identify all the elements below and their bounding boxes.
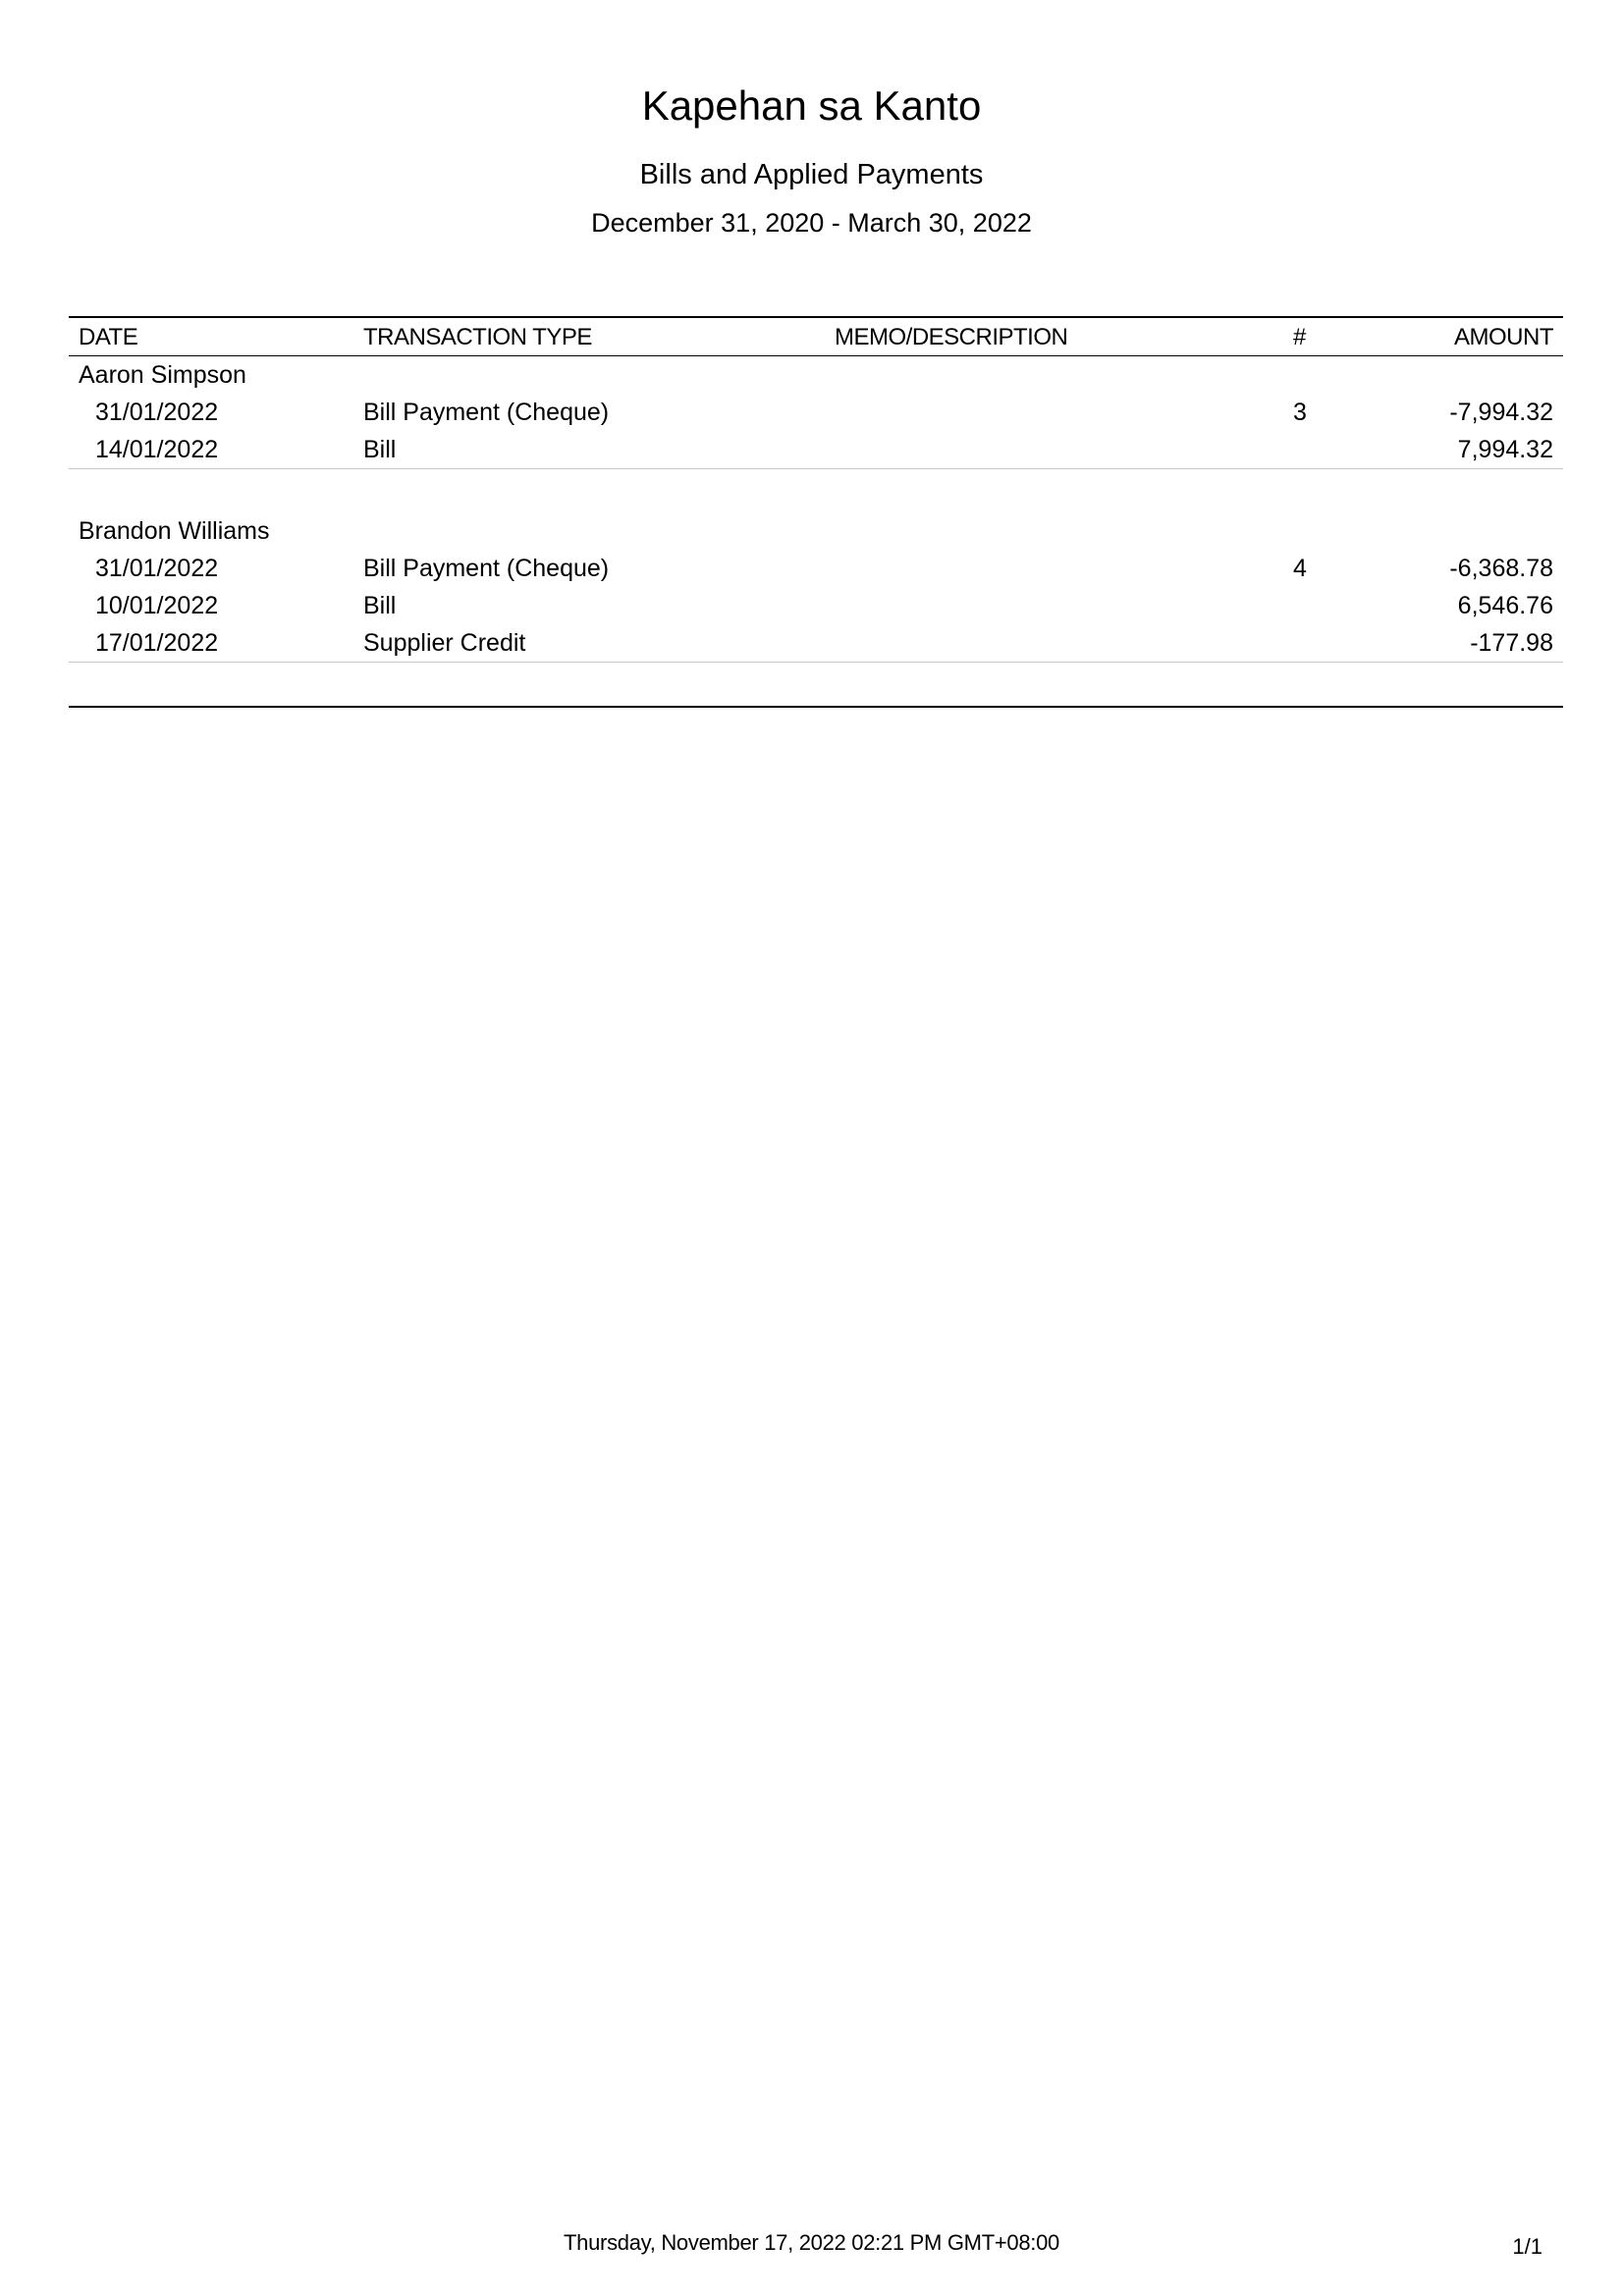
- report-title: Bills and Applied Payments: [639, 159, 984, 190]
- supplier-name-row: [69, 356, 1563, 394]
- column-header-number: #: [1293, 324, 1306, 350]
- row-transaction-type: Bill Payment (Cheque): [363, 555, 610, 582]
- row-date: 17/01/2022: [95, 629, 219, 657]
- supplier-name: Aaron Simpson: [79, 361, 246, 389]
- row-amount: -177.98: [1470, 629, 1553, 657]
- column-header-date: DATE: [79, 324, 138, 350]
- row-transaction-type: Supplier Credit: [363, 629, 526, 657]
- report-date-range: December 31, 2020 - March 30, 2022: [591, 208, 1032, 238]
- report-timestamp: Thursday, November 17, 2022 02:21 PM GMT+08:00: [564, 2230, 1059, 2255]
- row-transaction-type: Bill: [363, 436, 397, 463]
- row-amount: 7,994.32: [1457, 436, 1553, 463]
- row-date: 31/01/2022: [95, 399, 219, 426]
- supplier-group: [69, 356, 1563, 469]
- supplier-name: Brandon Williams: [79, 517, 270, 545]
- report-header: [0, 80, 1623, 240]
- table-header: [69, 316, 1563, 356]
- row-transaction-type: Bill Payment (Cheque): [363, 399, 610, 426]
- report-table: [69, 316, 1563, 708]
- row-transaction-type: Bill: [363, 592, 397, 619]
- table-row: [69, 550, 1563, 587]
- column-header-amount: AMOUNT: [1454, 324, 1553, 350]
- row-number: 3: [1293, 399, 1307, 426]
- table-row: [69, 394, 1563, 431]
- page-number: 1/1: [1512, 2234, 1542, 2259]
- table-bottom-rule: [69, 706, 1563, 708]
- supplier-name-row: [69, 512, 1563, 550]
- supplier-group: [69, 512, 1563, 663]
- company-name: Kapehan sa Kanto: [641, 82, 982, 129]
- column-header-transaction-type: TRANSACTION TYPE: [363, 324, 592, 350]
- column-header-memo: MEMO/DESCRIPTION: [835, 324, 1068, 350]
- row-date: 31/01/2022: [95, 555, 219, 582]
- row-amount: 6,546.76: [1457, 592, 1553, 619]
- row-date: 10/01/2022: [95, 592, 219, 619]
- row-amount: -7,994.32: [1449, 399, 1553, 426]
- row-amount: -6,368.78: [1449, 555, 1553, 582]
- row-number: 4: [1293, 555, 1307, 582]
- table-row: [69, 431, 1563, 468]
- table-row: [69, 624, 1563, 662]
- row-date: 14/01/2022: [95, 436, 219, 463]
- table-row: [69, 587, 1563, 624]
